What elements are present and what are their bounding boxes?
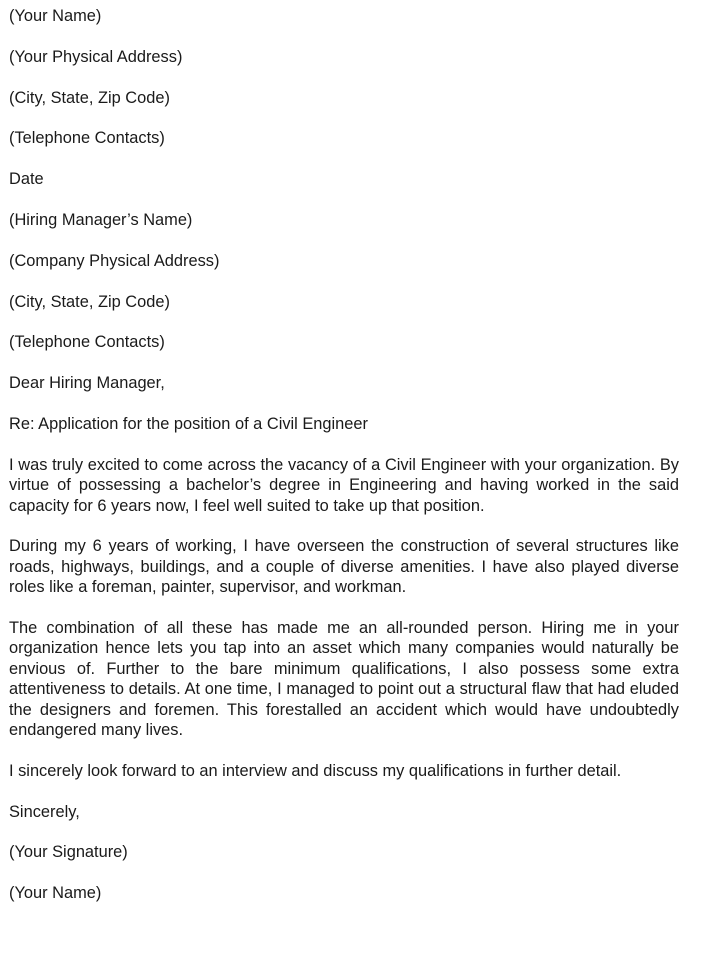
recipient-address: (Company Physical Address) (9, 251, 220, 270)
body-paragraph-1: I was truly excited to come across the vacancy of a Civil Engineer with your organization. By virtue of possessing a bachelor’s degree in Engineering and having worked in the said capacity for 6 years now, I feel well suited to take up that position. (9, 455, 679, 515)
cover-letter (9, 6, 679, 924)
sender-telephone: (Telephone Contacts) (9, 129, 165, 148)
recipient-telephone: (Telephone Contacts) (9, 333, 165, 352)
letter-date: Date (9, 170, 44, 189)
subject-line: Re: Application for the position of a Civil Engineer (9, 414, 368, 433)
salutation: Dear Hiring Manager, (9, 374, 165, 393)
sender-name: (Your Name) (9, 7, 102, 25)
sender-address: (Your Physical Address) (9, 47, 183, 66)
recipient-city-state-zip: (City, State, Zip Code) (9, 292, 170, 311)
signoff-name: (Your Name) (9, 884, 102, 903)
sender-city-state-zip: (City, State, Zip Code) (9, 88, 170, 107)
body-paragraph-4: I sincerely look forward to an interview and discuss my qualifications in further detail. (9, 761, 622, 780)
body-paragraph-3: The combination of all these has made me an all-rounded person. Hiring me in your organization hence lets you tap into an asset which many companies would naturally be envious of. Further to the bare minimum qualifications, I also possess some extra attentiveness to details. At one time, I managed to point out a structural flaw that had eluded the designers and foremen. This forestalled an accident which would have undoubtedly endangered many lives. (9, 618, 679, 740)
signature: (Your Signature) (9, 843, 128, 862)
recipient-name: (Hiring Manager’s Name) (9, 210, 193, 229)
body-paragraph-2: During my 6 years of working, I have overseen the construction of several structures like roads, highways, buildings, and a couple of diverse amenities. I have also played diverse roles like a foreman, painter, supervisor, and workman. (9, 537, 679, 597)
closing: Sincerely, (9, 802, 80, 821)
